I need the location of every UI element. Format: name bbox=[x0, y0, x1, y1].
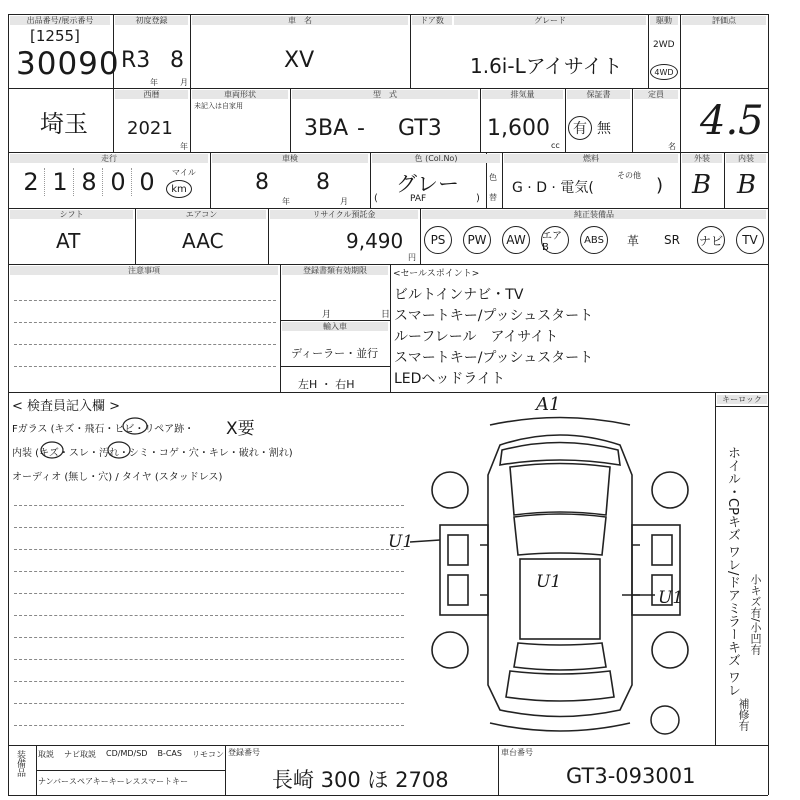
fuel-options: G · D · 電気( bbox=[512, 180, 594, 196]
mileage-digit: 0 bbox=[139, 168, 155, 196]
reg-docs-month: 月 bbox=[322, 310, 332, 320]
label-fuel: 燃料 bbox=[504, 154, 678, 163]
sales-point: スマートキー/プッシュスタート bbox=[394, 308, 594, 324]
label-door: ドア数 bbox=[412, 16, 452, 25]
label-recycle: リサイクル預託金 bbox=[270, 210, 418, 219]
bottom-item: CD/MD/SD bbox=[106, 749, 148, 758]
mileage-digit: 8 bbox=[76, 168, 103, 196]
diagram-mark-left: U1 bbox=[388, 532, 414, 552]
inspector-line-glass: Fガラス (キズ・飛石・ヒビ・リペア跡・ bbox=[12, 424, 195, 435]
exterior-grade: B bbox=[692, 170, 712, 200]
shaken-year-unit: 年 bbox=[282, 197, 290, 206]
label-first-reg: 初度登録 bbox=[115, 16, 188, 25]
mileage-unit-mile: マイル bbox=[172, 168, 196, 177]
label-chassis-number: 車台番号 bbox=[501, 748, 533, 757]
western-year: 2021 bbox=[127, 118, 173, 139]
inspector-line-audio: オーディオ (無し・穴) / タイヤ (スタッドレス) bbox=[12, 472, 223, 483]
equipment-item: PS bbox=[424, 226, 452, 254]
label-exterior: 外装 bbox=[682, 154, 722, 163]
side-note-line: 補修有 bbox=[737, 698, 750, 731]
bottom-side-label bbox=[14, 750, 27, 777]
aircon: AAC bbox=[182, 229, 224, 253]
label-score: 評価点 bbox=[682, 16, 766, 25]
label-car-name: 車 名 bbox=[192, 16, 408, 25]
equipment-item: AW bbox=[502, 226, 530, 254]
body-type-note: 未記入は自家用 bbox=[194, 102, 243, 110]
warranty-no: 無 bbox=[597, 121, 611, 137]
label-shaken: 車検 bbox=[212, 154, 368, 163]
color-side-2: 替 bbox=[489, 193, 497, 202]
label-notes: 注意事項 bbox=[10, 266, 278, 275]
equipment-item: エアB bbox=[541, 226, 569, 254]
equipment-item: ナビ bbox=[697, 226, 725, 254]
bottom-items-row-1 bbox=[38, 749, 224, 760]
label-capacity: 定員 bbox=[634, 90, 678, 99]
side-note-2 bbox=[748, 574, 762, 655]
label-drive: 駆動 bbox=[650, 16, 678, 25]
diagram-mark-front: A1 bbox=[536, 394, 561, 415]
label-mileage: 走行 bbox=[10, 154, 208, 163]
interior-grade: B bbox=[737, 170, 757, 200]
label-key-lock: キーロック bbox=[717, 395, 767, 404]
label-reg-number: 登録番号 bbox=[228, 748, 260, 757]
sales-point: スマートキー/プッシュスタート bbox=[394, 350, 594, 366]
mileage-digit: 0 bbox=[105, 168, 132, 196]
recycle-value: 9,490 bbox=[346, 229, 404, 253]
car-name: XV bbox=[284, 48, 315, 73]
sales-point: ビルトインナビ・TV bbox=[394, 287, 524, 303]
western-year-unit: 年 bbox=[180, 142, 188, 151]
bottom-item: キーレス bbox=[108, 777, 141, 786]
reg-number: 長崎 300 ほ 2708 bbox=[272, 768, 449, 792]
chassis-number: GT3-093001 bbox=[566, 764, 696, 788]
equipment-item: TV bbox=[736, 226, 764, 254]
first-reg-era: R3 bbox=[121, 48, 151, 73]
displacement: 1,600 bbox=[487, 116, 550, 141]
mileage-digit: 2 bbox=[18, 168, 45, 196]
inspector-mark: X要 bbox=[226, 419, 255, 439]
label-grade: グレード bbox=[454, 16, 646, 25]
shaken-month: 8 bbox=[316, 170, 330, 195]
label-reg-docs: 登録書類有効期限 bbox=[282, 266, 388, 275]
side-note-3 bbox=[736, 698, 750, 731]
drive-2wd: 2WD bbox=[653, 40, 675, 50]
mileage-unit-km: km bbox=[171, 183, 187, 195]
equipment-item: ABS bbox=[580, 226, 608, 254]
bottom-item: B-CAS bbox=[157, 749, 182, 758]
sales-point: LEDヘッドライト bbox=[394, 371, 506, 387]
bottom-item: 取説 bbox=[38, 750, 54, 759]
drive-4wd: 4WD bbox=[654, 67, 674, 77]
bottom-item: スペアキー bbox=[69, 777, 109, 786]
inspector-heading: < 検査員記入欄 > bbox=[12, 399, 121, 414]
region: 埼玉 bbox=[40, 110, 88, 138]
model-dash: - bbox=[357, 116, 365, 141]
bottom-item: ナンバー bbox=[38, 777, 70, 786]
color-side-1: 色 bbox=[489, 173, 497, 182]
lot-bracket: [1255] bbox=[30, 27, 80, 45]
bottom-side-label-text: 装備品 bbox=[15, 750, 25, 777]
label-shift: シフト bbox=[10, 210, 133, 219]
diagram-mark-right: U1 bbox=[658, 588, 684, 608]
fuel-close: ) bbox=[656, 175, 664, 196]
first-reg-month-unit: 月 bbox=[180, 78, 188, 87]
label-import: 輸入車 bbox=[282, 322, 388, 331]
shaken-month-unit: 月 bbox=[340, 197, 348, 206]
warranty-yes: 有 bbox=[573, 121, 587, 137]
first-reg-year-unit: 年 bbox=[150, 78, 158, 87]
label-body-type: 車両形状 bbox=[192, 90, 288, 99]
label-displacement: 排気量 bbox=[482, 90, 563, 99]
label-western-year: 西暦 bbox=[115, 90, 188, 99]
import-handle: 左H ・ 右H bbox=[298, 378, 355, 391]
mileage-digit: 1 bbox=[47, 168, 74, 196]
displacement-unit: cc bbox=[551, 141, 560, 150]
lot-number: 30090 bbox=[16, 46, 120, 82]
label-sales-points: <セールスポイント> bbox=[393, 269, 480, 279]
model-code: GT3 bbox=[398, 116, 442, 141]
equipment-item: SR bbox=[664, 233, 680, 247]
label-interior: 内装 bbox=[726, 154, 766, 163]
grade: 1.6i-Lアイサイト bbox=[470, 54, 623, 78]
score-value: 4.5 bbox=[700, 98, 764, 144]
bottom-item: ナビ取説 bbox=[64, 750, 96, 759]
sales-point: ルーフレール アイサイト bbox=[394, 329, 559, 345]
color-code: PAF bbox=[410, 194, 427, 204]
shaken-year: 8 bbox=[255, 170, 269, 195]
fuel-other: その他 bbox=[617, 171, 641, 180]
side-note-line: 小キズ有/小凹有 bbox=[749, 574, 762, 655]
label-model: 型 式 bbox=[292, 90, 478, 99]
import-dealer: ディーラー・並行 bbox=[291, 347, 379, 360]
bottom-item: スマートキー bbox=[140, 777, 189, 786]
reg-docs-day: 日 bbox=[381, 310, 391, 320]
label-lot: 出品番号/展示番号 bbox=[10, 16, 110, 25]
equipment-item: 革 bbox=[626, 233, 639, 248]
color-name: グレー bbox=[396, 172, 459, 196]
diagram-mark-center: U1 bbox=[536, 572, 562, 592]
model-prefix: 3BA bbox=[304, 116, 349, 141]
label-equipment: 純正装備品 bbox=[422, 210, 766, 219]
label-color: 色 (Col.No) bbox=[372, 154, 500, 163]
color-paren-close: ) bbox=[476, 193, 480, 204]
side-note-line: ホイル・CPキズ ワレ/ドアミラーキズ ワレ bbox=[725, 446, 740, 697]
label-warranty: 保証書 bbox=[567, 90, 630, 99]
inspector-line-interior: 内装 (キズ・スレ・汚れ・シミ・コゲ・穴・キレ・破れ・割れ) bbox=[12, 448, 293, 459]
equipment-item: PW bbox=[463, 226, 491, 254]
recycle-unit: 円 bbox=[408, 253, 416, 262]
label-aircon: エアコン bbox=[137, 210, 266, 219]
color-paren-open: ( bbox=[374, 193, 378, 204]
bottom-item: リモコン bbox=[191, 750, 224, 759]
shift: AT bbox=[56, 229, 81, 253]
first-reg-month: 8 bbox=[170, 48, 184, 73]
bottom-items-row-2 bbox=[38, 776, 188, 787]
capacity-unit: 名 bbox=[668, 142, 676, 151]
